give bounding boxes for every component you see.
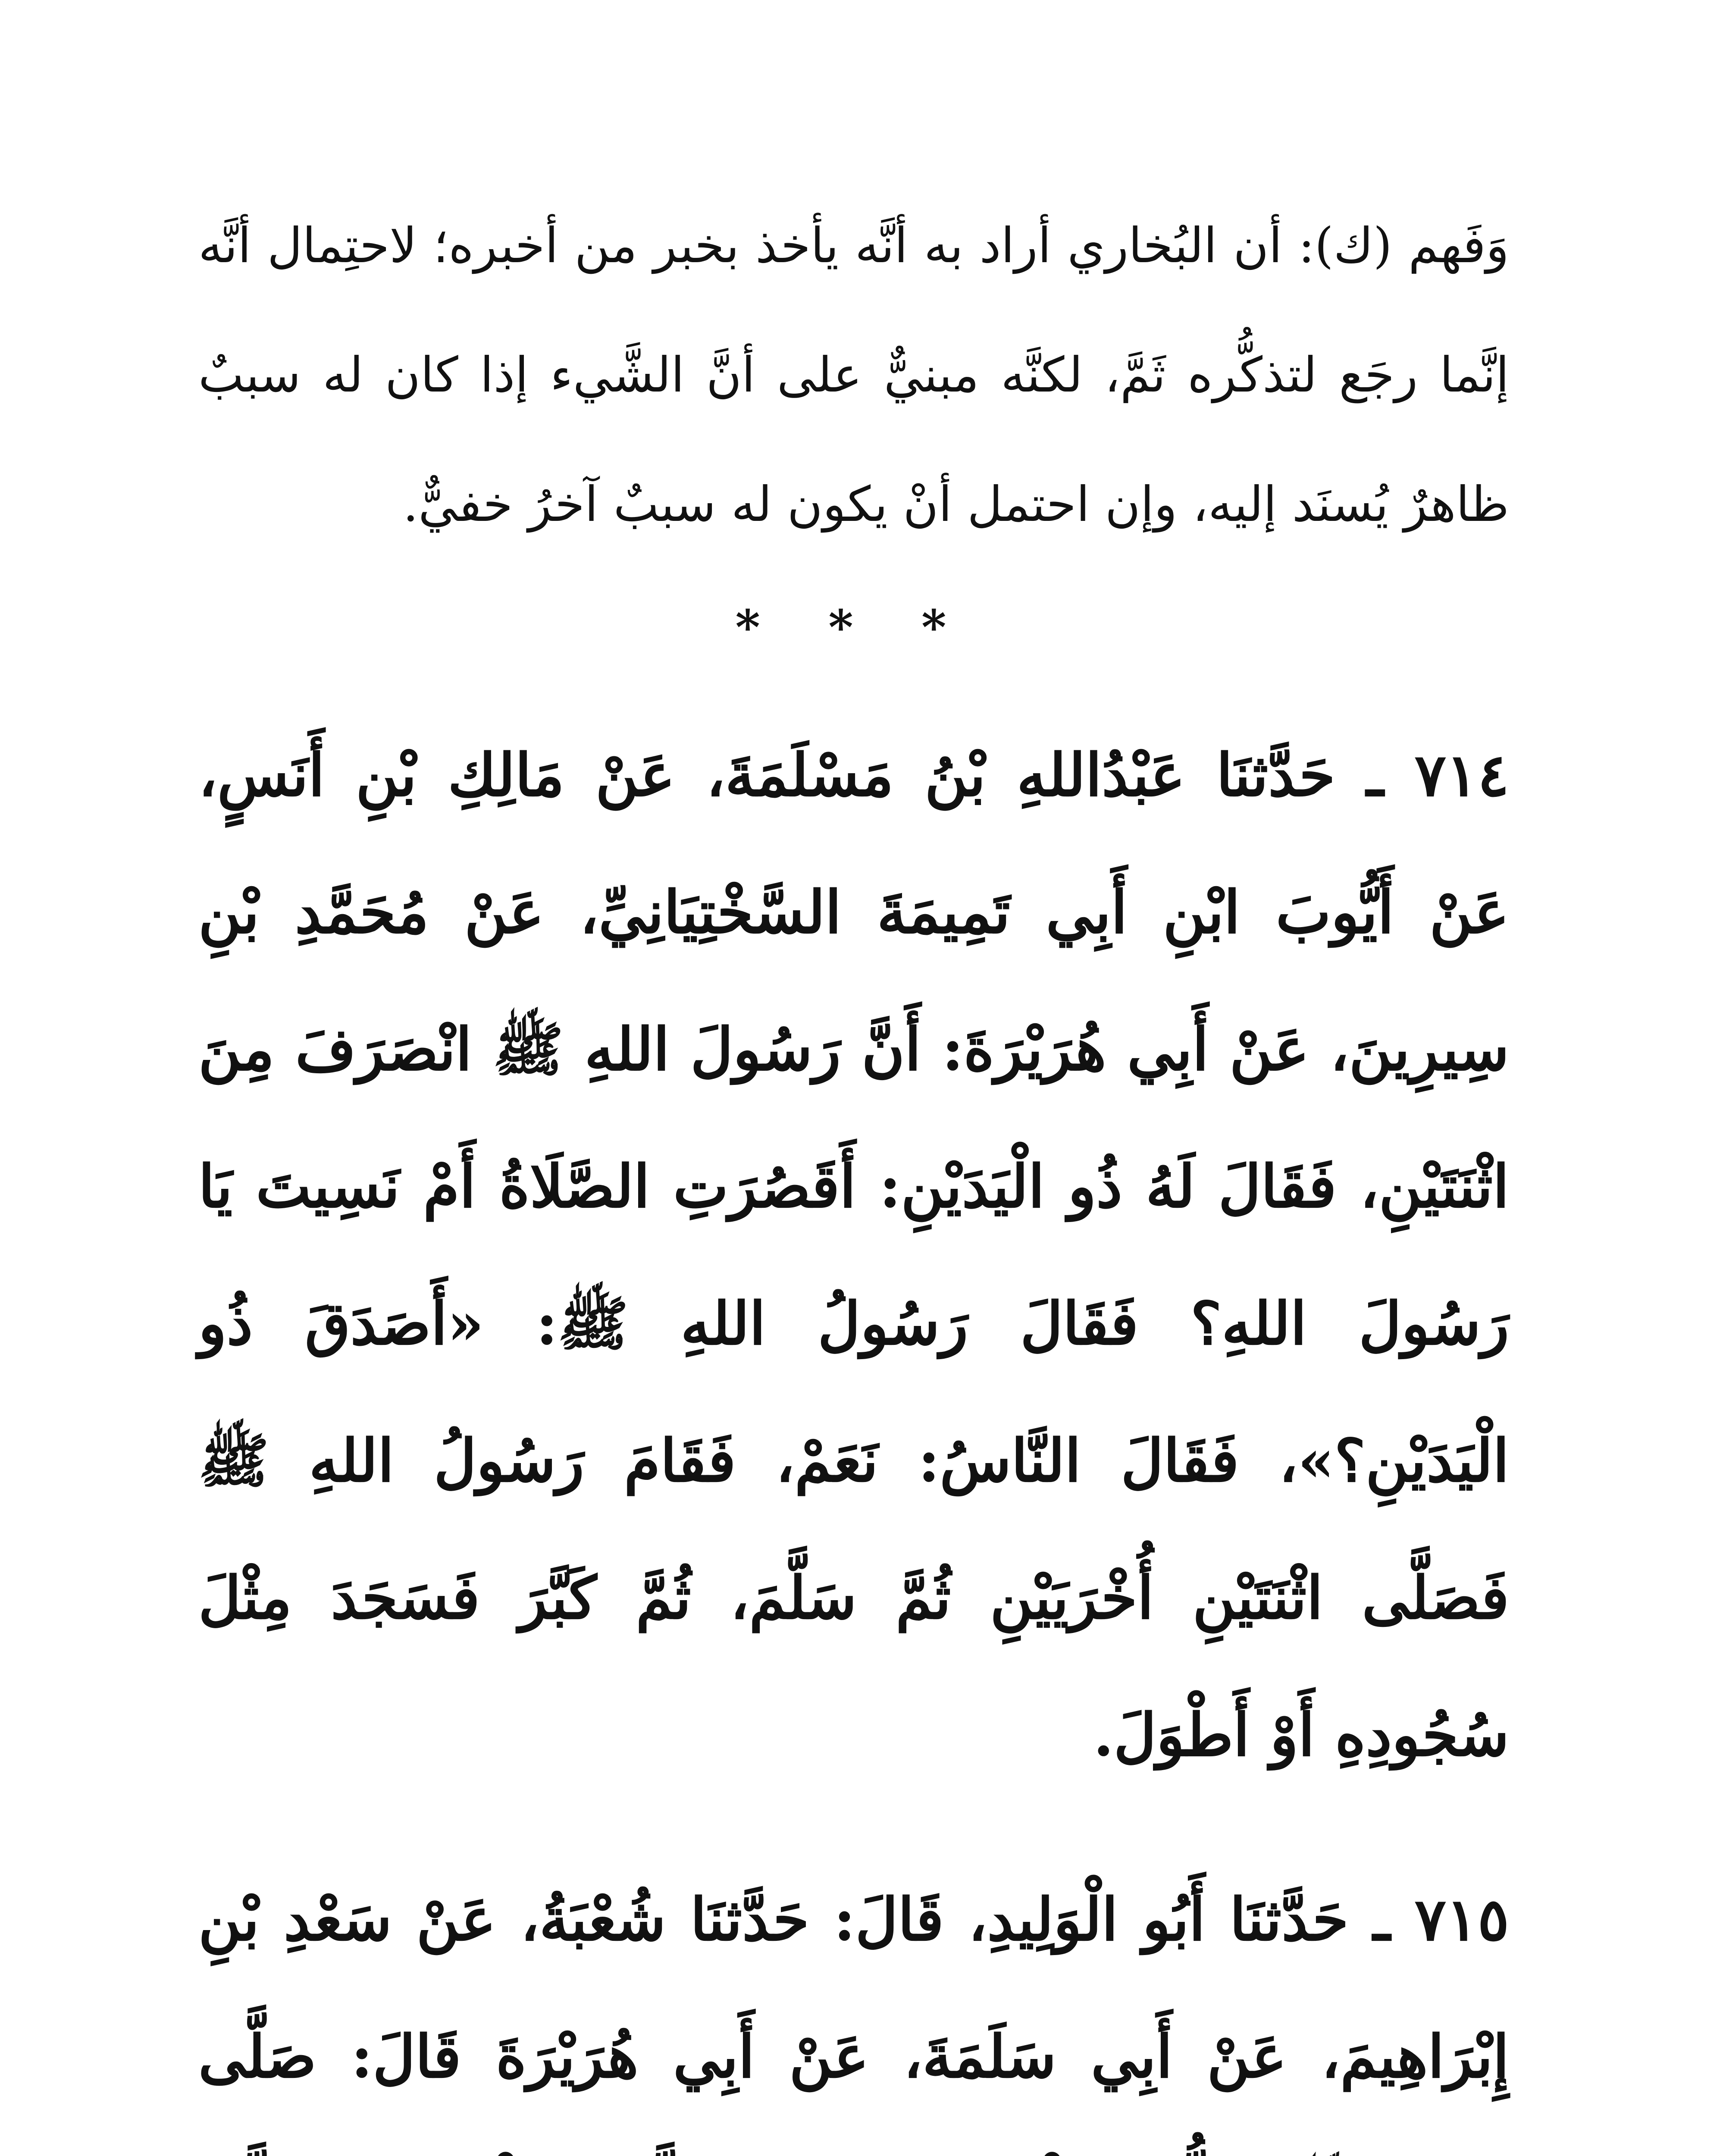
hadith-715: ٧١٥ ـ حَدَّثنَا أَبُو الْوَلِيدِ، قَالَ: حَدَّثنَا شُعْبَةُ، عَنْ سَعْدِ بْنِ إِبْرَاهِيمَ، عَنْ أَبِي سَلَمَةَ، عَنْ أَبِي هُرَيْرَةَ قَالَ: صَلَّى xyxy=(198,1885,1509,2091)
hadith-714: ٧١٤ ـ حَدَّثنَا عَبْدُاللهِ بْنُ مَسْلَمَةَ، عَنْ مَالِكِ بْنِ أَنَسٍ، عَنْ أَيُّوبَ ابْنِ أَبِي تَمِيمَةَ السَّخْتِيَانِيِّ، عَنْ مُحَمَّدِ بْنِ سِيرِينَ، عَنْ أَبِي هُرَيْرَةَ: أَنَّ رَسُولَ اللهِ ﷺ انْصَرَفَ مِنَ اثْنَتَيْنِ، فَقَالَ لَهُ ذُو الْيَدَيْنِ: أَقَصُرَتِ الصَّلَاةُ أَمْ نَسِيتَ يَا رَسُولَ اللهِ؟ فَقَالَ رَسُولُ اللهِ ﷺ: «أَصَدَقَ ذُو الْيَدَيْنِ؟»، فَقَالَ النَّاسُ: نَعَمْ، فَقَامَ رَسُولُ اللهِ ﷺ فَصَلَّى اثْنَتَيْنِ أُخْرَيَيْنِ ثُمَّ سَلَّمَ، ثُمَّ كَبَّرَ فَسَجَدَ مِثْلَ سُجُودِهِ أَوْ أَطْوَلَ. xyxy=(198,741,1509,1770)
commentary-paragraph: وَفَهم (ك): أن البُخاري أراد به أنَّه يأخذ بخبر من أخبره؛ لاحتِمال أنَّه إنَّما رجَع لتذكُّره ثَمَّ، لكنَّه مبنيٌّ على أنَّ الشَّيء إذا كان له سببٌ ظاهرٌ يُسنَد إليه، وإن احتمل أنْ يكون له سببٌ آخرُ خفيٌّ. xyxy=(198,218,1509,533)
section-separator: * * * xyxy=(735,599,972,655)
page-body xyxy=(198,181,1509,2156)
